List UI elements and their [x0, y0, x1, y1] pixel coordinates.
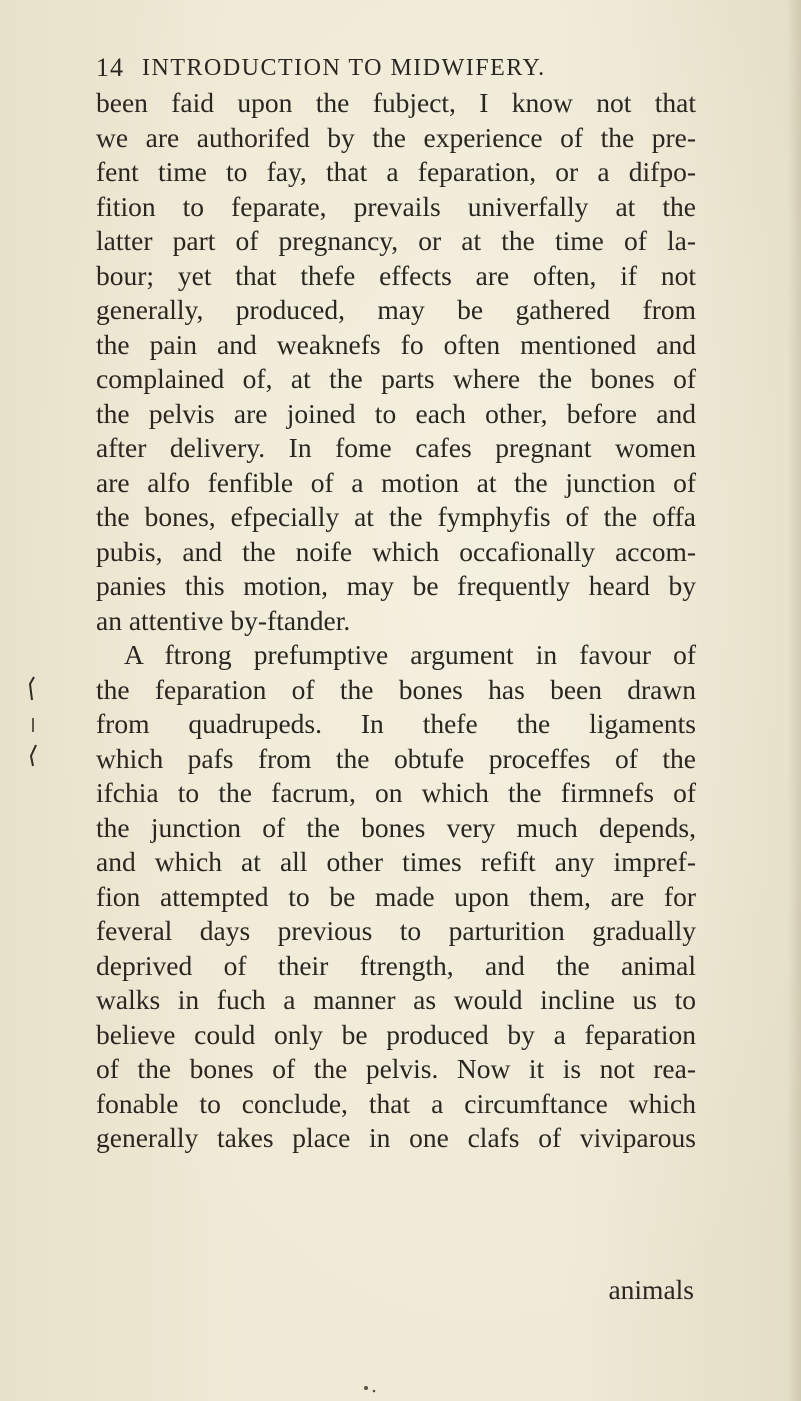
text-line-paragraph-start: A ftrong prefumptive argument in favour of: [124, 639, 696, 670]
body-text: [96, 86, 696, 1156]
text-line: bour; yet that thefe effects are often, if not: [96, 259, 696, 291]
text-line: deprived of their ftrength, and the animal: [96, 949, 696, 981]
running-title: INTRODUCTION TO MIDWIFERY.: [142, 55, 546, 81]
text-line: after delivery. In fome cafes pregnant women: [96, 432, 696, 463]
text-line: are alfo fenfible of a motion at the junction of: [96, 466, 696, 498]
text-line: complained of, at the parts where the bones of: [96, 363, 696, 394]
text-line: believe could only be produced by a feparation: [96, 1018, 696, 1050]
text-line: of the bones of the pelvis. Now it is not rea-: [96, 1053, 696, 1084]
text-line: the bones, efpecially at the fymphyfis of the offa: [96, 501, 696, 532]
text-line: from quadrupeds. In thefe the ligaments: [96, 708, 696, 739]
text-line: latter part of pregnancy, or at the time of la-: [96, 225, 696, 256]
text-line: fent time to fay, that a feparation, or a difpo-: [96, 156, 696, 187]
text-line: which pafs from the obtufe proceffes of the: [96, 742, 696, 774]
text-line: generally takes place in one clafs of viviparous: [96, 1122, 696, 1153]
text-line: and which at all other times refift any impref-: [96, 846, 696, 877]
page-number: 14: [96, 53, 124, 82]
text-line: fion attempted to be made upon them, are for: [96, 880, 696, 912]
text-line: feveral days previous to parturition gradually: [96, 915, 696, 946]
text-line: the pelvis are joined to each other, before and: [96, 397, 696, 429]
text-line: fition to feparate, prevails univerfally at the: [96, 190, 696, 222]
running-header: [96, 50, 696, 86]
catchword: animals: [608, 1274, 694, 1305]
margin-mark-lower: [31, 745, 36, 766]
text-line: the pain and weaknefs fo often mentioned and: [96, 328, 696, 360]
text-line: the feparation of the bones has been drawn: [96, 673, 696, 705]
margin-mark-upper: [30, 677, 34, 700]
text-line: fonable to conclude, that a circumftance which: [96, 1087, 696, 1119]
text-line: generally, produced, may be gathered from: [96, 294, 696, 325]
text-line: panies this motion, may be frequently heard by: [96, 570, 696, 601]
page-speck-1: [364, 1386, 368, 1390]
text-line: walks in fuch a manner as would incline us to: [96, 984, 696, 1015]
text-line: pubis, and the noife which occafionally accom-: [96, 535, 696, 567]
text-line: the junction of the bones very much depends,: [96, 811, 696, 843]
text-line-paragraph-end: an attentive by-ftander.: [96, 604, 351, 636]
text-line: ifchia to the facrum, on which the firmnefs of: [96, 777, 696, 808]
text-line: been faid upon the fubject, I know not that: [96, 87, 696, 118]
text-line: we are authorifed by the experience of the pre-: [96, 121, 696, 153]
page-speck-2: [373, 1390, 376, 1393]
